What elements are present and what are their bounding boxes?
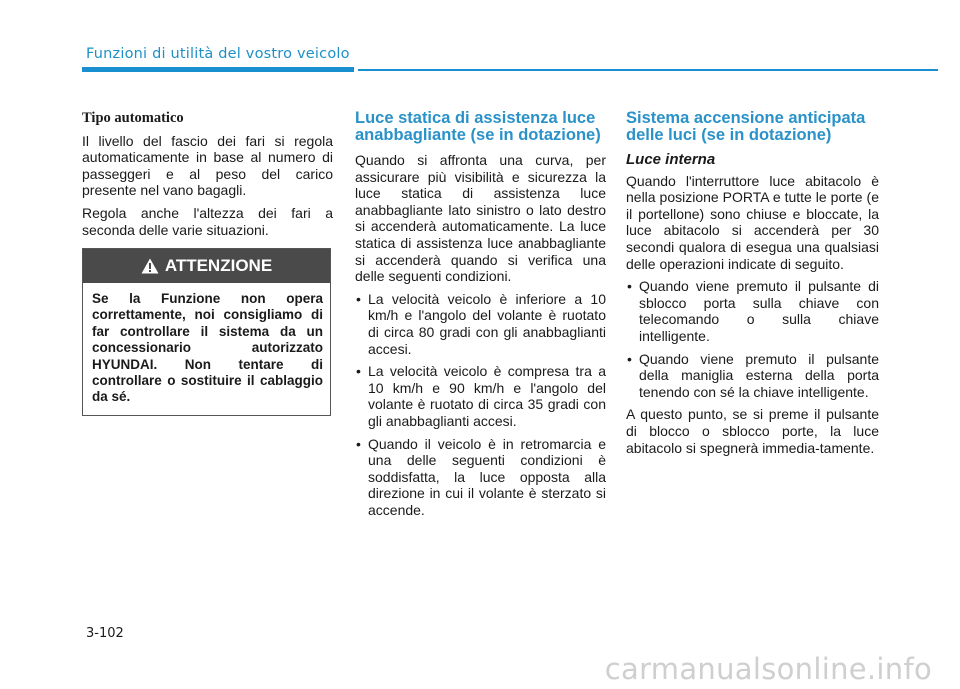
column-middle	[355, 110, 606, 524]
paragraph: A questo punto, se si preme il pulsante di blocco o sblocco porte, la luce abitacolo si spegnerà immedia-tamente.	[626, 406, 879, 456]
column-right	[626, 110, 879, 462]
page-number: 3-102	[86, 626, 124, 641]
list-item: • La velocità veicolo è compresa tra a 10 km/h e 90 km/h e l'angolo del volante è ruotato di circa 35 gradi con gli anabbaglianti accesi.	[355, 363, 606, 429]
header-rule-thick	[82, 67, 354, 72]
header-title: Funzioni di utilità del vostro veicolo	[86, 46, 350, 62]
warning-header	[83, 249, 330, 283]
warning-title: ATTENZIONE	[164, 256, 273, 275]
paragraph: Quando si affronta una curva, per assicurare più visibilità e sicurezza la luce statica di assistenza luce anabbagliante lato sinistro o lato destro si accenderà automaticamente. La luce statica di assistenza luce anabbagliante si accenderà quando si verifica una delle seguenti condizioni.	[355, 152, 606, 285]
bullet-list	[355, 291, 606, 519]
warning-triangle-icon	[141, 258, 159, 274]
watermark: carmanualsonline.info	[604, 652, 932, 686]
paragraph: Il livello del fascio dei fari si regola automaticamente in base al numero di passeggeri e al peso del carico presente nel vano bagagli.	[82, 132, 333, 199]
section-heading-automatic: Tipo automatico	[82, 110, 184, 126]
list-item: • La velocità veicolo è inferiore a 10 km/h e l'angolo del volante è ruotato di circa 80 gradi con gli anabbaglianti accesi.	[355, 291, 606, 357]
section-heading-early-lights: Sistema accensione anticipata delle luci (se in dotazione)	[626, 109, 866, 144]
column-left	[82, 110, 333, 244]
bullet-list	[626, 278, 879, 400]
paragraph: Quando l'interruttore luce abitacolo è nella posizione PORTA e tutte le porte (e il portellone) sono chiuse e bloccate, la luce abitacolo si accenderà per 30 secondi qualora di esegua una qualsiasi delle operazioni indicate di seguito.	[626, 172, 879, 272]
header-rule-thin	[358, 69, 938, 71]
list-item: • Quando il veicolo è in retromarcia e una delle seguenti condizioni è soddisfatta, la luce opposta alla direzione in cui il volante è sterzato si accende.	[355, 436, 606, 519]
subheading-interior-light: Luce interna	[626, 151, 716, 168]
paragraph: Regola anche l'altezza dei fari a seconda delle varie situazioni.	[82, 204, 333, 238]
section-heading-static-light: Luce statica di assistenza luce anabbagliante (se in dotazione)	[355, 109, 601, 144]
warning-text: Se la Funzione non opera correttamente, noi consigliamo di far controllare il sistema da un concessionario autorizzato HYUNDAI. Non tentare di controllare o sostituire il cablaggio da sé.	[92, 291, 323, 405]
warning-box	[82, 248, 331, 416]
list-item: • Quando viene premuto il pulsante della maniglia esterna della porta tenendo con sé la chiave intelligente.	[626, 351, 879, 401]
list-item: • Quando viene premuto il pulsante di sblocco porta sulla chiave con telecomando o sulla chiave intelligente.	[626, 278, 879, 344]
